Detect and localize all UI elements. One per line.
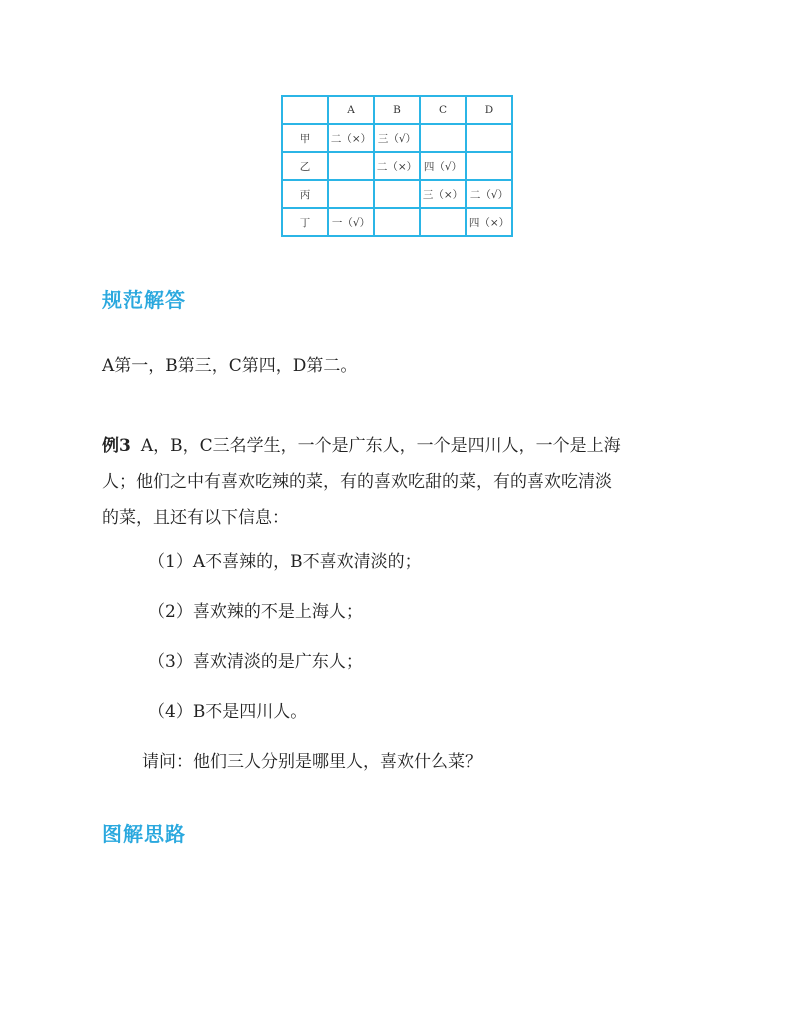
table-cell — [466, 152, 512, 180]
table-cell: 二（×） — [328, 124, 374, 152]
table-row — [282, 124, 512, 152]
table-cell: 二（√） — [466, 180, 512, 208]
section-heading-standard-answer: 规范解答 — [102, 288, 186, 312]
condition-item: （4）B不是四川人。 — [148, 702, 308, 722]
table-cell: 二（×） — [374, 152, 420, 180]
table-row-head: 丙 — [282, 180, 328, 208]
table-cell: 一（√） — [328, 208, 374, 236]
example-line: 人；他们之中有喜欢吃辣的菜，有的喜欢吃甜的菜，有的喜欢吃清淡 — [102, 472, 612, 492]
table-row — [282, 152, 512, 180]
table-row-head: 甲 — [282, 124, 328, 152]
table-cell — [466, 124, 512, 152]
table-header-row — [282, 96, 512, 124]
example-line: A，B，C三名学生，一个是广东人，一个是四川人，一个是上海 — [140, 436, 621, 456]
table-row — [282, 208, 512, 236]
table-cell: 三（×） — [420, 180, 466, 208]
table-header-cell: B — [374, 96, 420, 124]
example-problem — [102, 428, 702, 536]
table-cell: 三（√） — [374, 124, 420, 152]
table-header-cell: C — [420, 96, 466, 124]
example-line: 的菜，且还有以下信息： — [102, 508, 289, 528]
table-cell — [420, 208, 466, 236]
table-cell — [328, 180, 374, 208]
table-cell — [374, 180, 420, 208]
table-corner-cell — [282, 96, 328, 124]
example-label: 例3 — [102, 436, 131, 456]
table-row — [282, 180, 512, 208]
question-text: 请问：他们三人分别是哪里人，喜欢什么菜？ — [142, 752, 482, 772]
condition-item: （3）喜欢清淡的是广东人； — [148, 652, 363, 672]
table-row-head: 丁 — [282, 208, 328, 236]
table-cell: 四（√） — [420, 152, 466, 180]
condition-item: （2）喜欢辣的不是上海人； — [148, 602, 363, 622]
table-header-cell: A — [328, 96, 374, 124]
example-first-line — [102, 428, 702, 464]
logic-grid-table — [281, 95, 513, 237]
table-cell: 四（×） — [466, 208, 512, 236]
table-header-cell: D — [466, 96, 512, 124]
answer-text: A第一，B第三，C第四，D第二。 — [102, 356, 358, 376]
section-heading-diagram-thinking: 图解思路 — [102, 822, 186, 846]
table-cell — [420, 124, 466, 152]
table-cell — [328, 152, 374, 180]
table-row-head: 乙 — [282, 152, 328, 180]
condition-item: （1）A不喜辣的，B不喜欢清淡的； — [148, 552, 422, 572]
table-cell — [374, 208, 420, 236]
